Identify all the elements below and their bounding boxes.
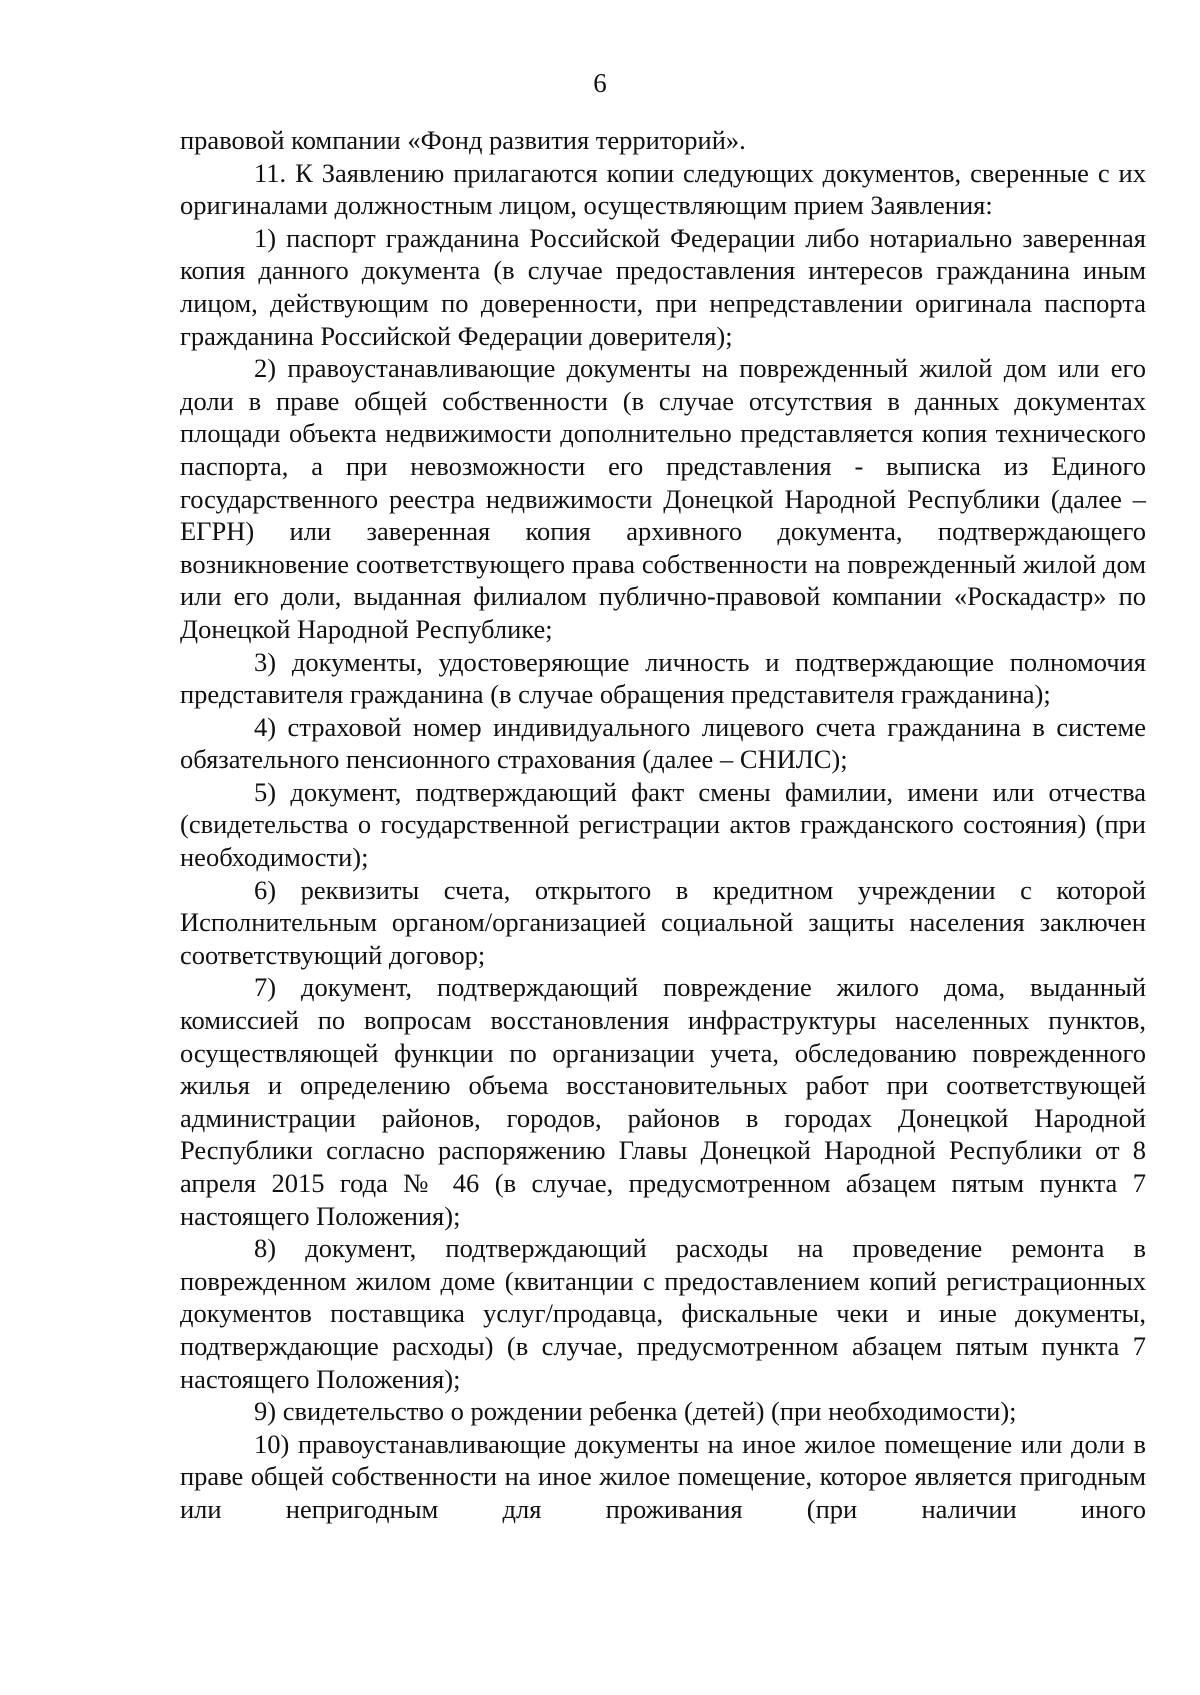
list-item-6: 6) реквизиты счета, открытого в кредитном учреждении с которой Исполнительным органом/организацией социальной защиты населения заключен соответствующий договор; xyxy=(180,874,1146,970)
document-body xyxy=(180,124,1146,1526)
list-item-1: 1) паспорт гражданина Российской Федерации либо нотариально заверенная копия данного документа (в случае предоставления интересов гражданина иным лицом, действующим по доверенности, при непредставлении оригинала паспорта гражданина Российской Федерации доверителя); xyxy=(180,222,1146,351)
paragraph-item-11: 11. К Заявлению прилагаются копии следующих документов, сверенные с их оригиналами должностным лицом, осуществляющим прием Заявления: xyxy=(180,157,1146,221)
list-item-3: 3) документы, удостоверяющие личность и подтверждающие полномочия представителя гражданина (в случае обращения представителя гражданина); xyxy=(180,646,1146,710)
list-item-8: 8) документ, подтверждающий расходы на проведение ремонта в поврежденном жилом доме (квитанции с предоставлением копий регистрационных документов поставщика услуг/продавца, фискальные чеки и иные документы, подтверждающие расходы) (в случае, предусмотренном абзацем пятым пункта 7 настоящего Положения); xyxy=(180,1233,1146,1394)
list-item-9: 9) свидетельство о рождении ребенка (детей) (при необходимости); xyxy=(254,1396,1017,1427)
list-item-5: 5) документ, подтверждающий факт смены фамилии, имени или отчества (свидетельства о государственной регистрации актов гражданского состояния) (при необходимости); xyxy=(180,776,1146,873)
list-item-7: 7) документ, подтверждающий повреждение жилого дома, выданный комиссией по вопросам восстановления инфраструктуры населенных пунктов, осуществляющей функции по организации учета, обследованию поврежденного жилья и определению объема восстановительных работ при соответствующей администрации районов, городов, районов в городах Донецкой Народной Республики согласно распоряжению Главы Донецкой Народной Республики от 8 апреля 2015 года № 46 (в случае, предусмотренном абзацем пятым пункта 7 настоящего Положения); xyxy=(180,972,1146,1231)
list-item-4: 4) страховой номер индивидуального лицевого счета гражданина в системе обязательного пенсионного страхования (далее – СНИЛС); xyxy=(180,711,1146,775)
list-item-2: 2) правоустанавливающие документы на поврежденный жилой дом или его доли в праве общей собственности (в случае отсутствия в данных документах площади объекта недвижимости дополнительно представляется копия технического паспорта, а при невозможности его представления - выписка из Единого государственного реестра недвижимости Донецкой Народной Республики (далее – ЕГРН) или заверенная копия архивного документа, подтверждающего возникновение соответствующего права собственности на поврежденный жилой дом или его доли, выданная филиалом публично-правовой компании «Роскадастр» по Донецкой Народной Республике; xyxy=(180,353,1146,644)
page-number: 6 xyxy=(593,68,607,98)
list-item-10: 10) правоустанавливающие документы на иное жилое помещение или доли в праве общей собственности на иное жилое помещение, которое является пригодным или непригодным для проживания (при наличии иного xyxy=(180,1428,1146,1524)
paragraph-continuation: правовой компании «Фонд развития территорий». xyxy=(180,125,746,155)
